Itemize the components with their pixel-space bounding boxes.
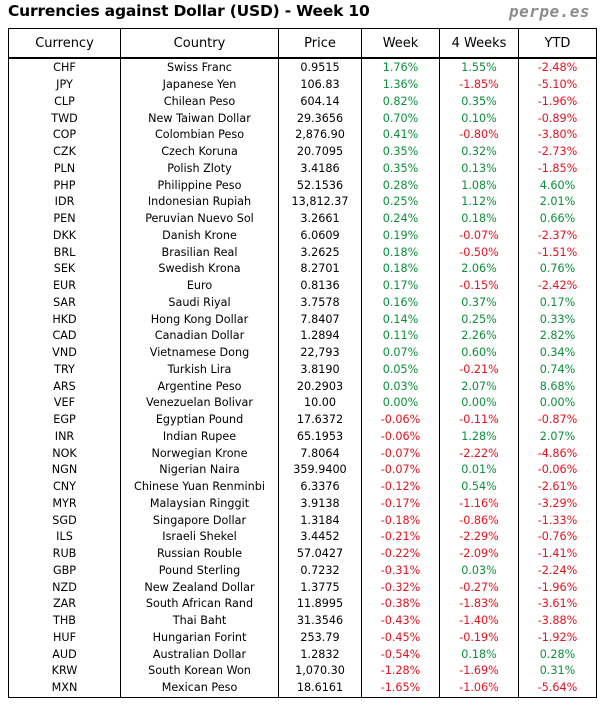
currency-code-cell: CHF <box>9 58 121 77</box>
ytd-change-cell: 0.31% <box>519 663 597 680</box>
week-change-cell: -0.32% <box>362 579 440 596</box>
ytd-change-cell: 0.33% <box>519 311 597 328</box>
currency-code-cell: INR <box>9 429 121 446</box>
table-row <box>9 58 597 77</box>
country-name-cell: Venezuelan Bolivar <box>121 395 279 412</box>
table-row <box>9 596 597 613</box>
table-row <box>9 646 597 663</box>
country-name-cell: Singapore Dollar <box>121 512 279 529</box>
week-change-cell: 0.25% <box>362 194 440 211</box>
country-name-cell: Russian Rouble <box>121 546 279 563</box>
ytd-change-cell: 0.17% <box>519 295 597 312</box>
ytd-change-cell: 0.00% <box>519 395 597 412</box>
price-cell: 1.3184 <box>279 512 362 529</box>
table-row <box>9 529 597 546</box>
country-name-cell: Indian Rupee <box>121 429 279 446</box>
country-name-cell: Danish Krone <box>121 228 279 245</box>
country-name-cell: Saudi Riyal <box>121 295 279 312</box>
price-cell: 6.0609 <box>279 228 362 245</box>
price-cell: 3.9138 <box>279 496 362 513</box>
currency-code-cell: SEK <box>9 261 121 278</box>
price-cell: 253.79 <box>279 630 362 647</box>
price-cell: 57.0427 <box>279 546 362 563</box>
table-row <box>9 94 597 111</box>
country-name-cell: Swiss Franc <box>121 58 279 77</box>
price-cell: 10.00 <box>279 395 362 412</box>
price-cell: 17.6372 <box>279 412 362 429</box>
week-change-cell: -0.18% <box>362 512 440 529</box>
column-header-week: Week <box>362 29 440 59</box>
four-weeks-change-cell: 0.01% <box>440 462 519 479</box>
four-weeks-change-cell: 0.18% <box>440 211 519 228</box>
ytd-change-cell: -2.37% <box>519 228 597 245</box>
currency-code-cell: EUR <box>9 278 121 295</box>
four-weeks-change-cell: -0.07% <box>440 228 519 245</box>
four-weeks-change-cell: -0.21% <box>440 362 519 379</box>
ytd-change-cell: -0.89% <box>519 110 597 127</box>
currency-code-cell: GBP <box>9 563 121 580</box>
currency-code-cell: TWD <box>9 110 121 127</box>
table-row <box>9 412 597 429</box>
week-change-cell: 0.19% <box>362 228 440 245</box>
currency-code-cell: HUF <box>9 630 121 647</box>
country-name-cell: Egyptian Pound <box>121 412 279 429</box>
price-cell: 0.8136 <box>279 278 362 295</box>
week-change-cell: -0.45% <box>362 630 440 647</box>
ytd-change-cell: -1.85% <box>519 161 597 178</box>
price-cell: 3.7578 <box>279 295 362 312</box>
four-weeks-change-cell: 0.25% <box>440 311 519 328</box>
four-weeks-change-cell: 1.28% <box>440 429 519 446</box>
column-header-ytd: YTD <box>519 29 597 59</box>
ytd-change-cell: -3.61% <box>519 596 597 613</box>
ytd-change-cell: -3.80% <box>519 127 597 144</box>
week-change-cell: 0.35% <box>362 161 440 178</box>
country-name-cell: Pound Sterling <box>121 563 279 580</box>
price-cell: 22,793 <box>279 345 362 362</box>
week-change-cell: 0.24% <box>362 211 440 228</box>
four-weeks-change-cell: -1.06% <box>440 680 519 697</box>
table-row <box>9 177 597 194</box>
table-row <box>9 345 597 362</box>
table-row <box>9 77 597 94</box>
currency-code-cell: PEN <box>9 211 121 228</box>
column-header-4-weeks: 4 Weeks <box>440 29 519 59</box>
table-row <box>9 479 597 496</box>
ytd-change-cell: -2.42% <box>519 278 597 295</box>
table-header <box>9 29 597 59</box>
country-name-cell: Hong Kong Dollar <box>121 311 279 328</box>
ytd-change-cell: 4.60% <box>519 177 597 194</box>
week-change-cell: 0.07% <box>362 345 440 362</box>
currency-code-cell: NGN <box>9 462 121 479</box>
country-name-cell: Argentine Peso <box>121 378 279 395</box>
currency-code-cell: ARS <box>9 378 121 395</box>
price-cell: 1.2832 <box>279 646 362 663</box>
country-name-cell: Indonesian Rupiah <box>121 194 279 211</box>
currency-code-cell: THB <box>9 613 121 630</box>
four-weeks-change-cell: 0.37% <box>440 295 519 312</box>
week-change-cell: 0.14% <box>362 311 440 328</box>
currency-code-cell: VEF <box>9 395 121 412</box>
country-name-cell: Swedish Krona <box>121 261 279 278</box>
currency-code-cell: ZAR <box>9 596 121 613</box>
currency-code-cell: AUD <box>9 646 121 663</box>
table-row <box>9 663 597 680</box>
table-row <box>9 244 597 261</box>
four-weeks-change-cell: 0.60% <box>440 345 519 362</box>
currency-code-cell: SGD <box>9 512 121 529</box>
currency-code-cell: NZD <box>9 579 121 596</box>
four-weeks-change-cell: -0.27% <box>440 579 519 596</box>
table-row <box>9 395 597 412</box>
site-watermark: perpe.es <box>508 2 590 21</box>
country-name-cell: New Taiwan Dollar <box>121 110 279 127</box>
table-row <box>9 680 597 697</box>
four-weeks-change-cell: 0.35% <box>440 94 519 111</box>
ytd-change-cell: -4.86% <box>519 445 597 462</box>
price-cell: 11.8995 <box>279 596 362 613</box>
four-weeks-change-cell: -2.29% <box>440 529 519 546</box>
ytd-change-cell: -1.96% <box>519 579 597 596</box>
ytd-change-cell: -2.48% <box>519 58 597 77</box>
ytd-change-cell: 0.34% <box>519 345 597 362</box>
country-name-cell: Brasilian Real <box>121 244 279 261</box>
week-change-cell: 0.70% <box>362 110 440 127</box>
ytd-change-cell: 8.68% <box>519 378 597 395</box>
country-name-cell: Philippine Peso <box>121 177 279 194</box>
four-weeks-change-cell: -0.11% <box>440 412 519 429</box>
currency-code-cell: CNY <box>9 479 121 496</box>
country-name-cell: Peruvian Nuevo Sol <box>121 211 279 228</box>
country-name-cell: Canadian Dollar <box>121 328 279 345</box>
price-cell: 1.2894 <box>279 328 362 345</box>
country-name-cell: Turkish Lira <box>121 362 279 379</box>
table-row <box>9 228 597 245</box>
table-row <box>9 613 597 630</box>
table-row <box>9 328 597 345</box>
ytd-change-cell: -3.88% <box>519 613 597 630</box>
price-cell: 0.9515 <box>279 58 362 77</box>
price-cell: 3.4186 <box>279 161 362 178</box>
column-header-country: Country <box>121 29 279 59</box>
week-change-cell: 0.28% <box>362 177 440 194</box>
ytd-change-cell: -1.33% <box>519 512 597 529</box>
table-row <box>9 630 597 647</box>
price-cell: 65.1953 <box>279 429 362 446</box>
four-weeks-change-cell: -0.80% <box>440 127 519 144</box>
week-change-cell: 0.41% <box>362 127 440 144</box>
week-change-cell: 0.82% <box>362 94 440 111</box>
currency-code-cell: PLN <box>9 161 121 178</box>
week-change-cell: 1.76% <box>362 58 440 77</box>
price-cell: 3.4452 <box>279 529 362 546</box>
ytd-change-cell: 2.07% <box>519 429 597 446</box>
country-name-cell: Vietnamese Dong <box>121 345 279 362</box>
country-name-cell: South African Rand <box>121 596 279 613</box>
four-weeks-change-cell: -1.16% <box>440 496 519 513</box>
currency-code-cell: VND <box>9 345 121 362</box>
header-row <box>9 29 597 59</box>
ytd-change-cell: -0.76% <box>519 529 597 546</box>
week-change-cell: 1.36% <box>362 77 440 94</box>
four-weeks-change-cell: 1.08% <box>440 177 519 194</box>
country-name-cell: Nigerian Naira <box>121 462 279 479</box>
week-change-cell: 0.18% <box>362 261 440 278</box>
currency-code-cell: NOK <box>9 445 121 462</box>
country-name-cell: New Zealand Dollar <box>121 579 279 596</box>
currency-code-cell: MXN <box>9 680 121 697</box>
ytd-change-cell: 0.74% <box>519 362 597 379</box>
four-weeks-change-cell: -2.22% <box>440 445 519 462</box>
ytd-change-cell: -1.96% <box>519 94 597 111</box>
price-cell: 2,876.90 <box>279 127 362 144</box>
week-change-cell: -0.22% <box>362 546 440 563</box>
table-row <box>9 445 597 462</box>
price-cell: 20.7095 <box>279 144 362 161</box>
price-cell: 3.2661 <box>279 211 362 228</box>
currency-code-cell: EGP <box>9 412 121 429</box>
table-row <box>9 127 597 144</box>
ytd-change-cell: 2.01% <box>519 194 597 211</box>
ytd-change-cell: -0.87% <box>519 412 597 429</box>
column-header-price: Price <box>279 29 362 59</box>
price-cell: 52.1536 <box>279 177 362 194</box>
price-cell: 1,070.30 <box>279 663 362 680</box>
currency-code-cell: CAD <box>9 328 121 345</box>
ytd-change-cell: -2.24% <box>519 563 597 580</box>
ytd-change-cell: -2.61% <box>519 479 597 496</box>
currency-code-cell: BRL <box>9 244 121 261</box>
country-name-cell: Japanese Yen <box>121 77 279 94</box>
currency-code-cell: JPY <box>9 77 121 94</box>
country-name-cell: South Korean Won <box>121 663 279 680</box>
currency-code-cell: CZK <box>9 144 121 161</box>
ytd-change-cell: -1.51% <box>519 244 597 261</box>
table-row <box>9 563 597 580</box>
currency-code-cell: DKK <box>9 228 121 245</box>
price-cell: 604.14 <box>279 94 362 111</box>
four-weeks-change-cell: -1.40% <box>440 613 519 630</box>
four-weeks-change-cell: 0.32% <box>440 144 519 161</box>
four-weeks-change-cell: 1.12% <box>440 194 519 211</box>
table-row <box>9 110 597 127</box>
four-weeks-change-cell: -0.86% <box>440 512 519 529</box>
price-cell: 13,812.37 <box>279 194 362 211</box>
page-title: Currencies against Dollar (USD) - Week 10 <box>8 2 370 20</box>
ytd-change-cell: -3.29% <box>519 496 597 513</box>
country-name-cell: Mexican Peso <box>121 680 279 697</box>
price-cell: 106.83 <box>279 77 362 94</box>
four-weeks-change-cell: 0.54% <box>440 479 519 496</box>
table-body <box>9 58 597 697</box>
price-cell: 359.9400 <box>279 462 362 479</box>
four-weeks-change-cell: -0.19% <box>440 630 519 647</box>
currency-table <box>8 28 597 698</box>
table-row <box>9 429 597 446</box>
table-row <box>9 194 597 211</box>
table-row <box>9 579 597 596</box>
week-change-cell: 0.35% <box>362 144 440 161</box>
week-change-cell: -1.28% <box>362 663 440 680</box>
week-change-cell: -0.06% <box>362 412 440 429</box>
week-change-cell: 0.17% <box>362 278 440 295</box>
table-row <box>9 261 597 278</box>
currency-code-cell: ILS <box>9 529 121 546</box>
ytd-change-cell: -1.92% <box>519 630 597 647</box>
four-weeks-change-cell: -2.09% <box>440 546 519 563</box>
table-row <box>9 295 597 312</box>
four-weeks-change-cell: 2.06% <box>440 261 519 278</box>
price-cell: 0.7232 <box>279 563 362 580</box>
price-cell: 29.3656 <box>279 110 362 127</box>
week-change-cell: -0.07% <box>362 462 440 479</box>
week-change-cell: 0.03% <box>362 378 440 395</box>
table-row <box>9 144 597 161</box>
week-change-cell: 0.00% <box>362 395 440 412</box>
table-row <box>9 546 597 563</box>
four-weeks-change-cell: -1.83% <box>440 596 519 613</box>
four-weeks-change-cell: 1.55% <box>440 58 519 77</box>
week-change-cell: 0.16% <box>362 295 440 312</box>
week-change-cell: -0.06% <box>362 429 440 446</box>
table-row <box>9 378 597 395</box>
country-name-cell: Polish Zloty <box>121 161 279 178</box>
price-cell: 31.3546 <box>279 613 362 630</box>
week-change-cell: -0.54% <box>362 646 440 663</box>
country-name-cell: Euro <box>121 278 279 295</box>
price-cell: 18.6161 <box>279 680 362 697</box>
currency-code-cell: HKD <box>9 311 121 328</box>
price-cell: 1.3775 <box>279 579 362 596</box>
table-row <box>9 311 597 328</box>
price-cell: 3.8190 <box>279 362 362 379</box>
table-row <box>9 278 597 295</box>
currency-code-cell: KRW <box>9 663 121 680</box>
four-weeks-change-cell: 0.00% <box>440 395 519 412</box>
week-change-cell: -0.21% <box>362 529 440 546</box>
week-change-cell: 0.11% <box>362 328 440 345</box>
country-name-cell: Czech Koruna <box>121 144 279 161</box>
week-change-cell: -1.65% <box>362 680 440 697</box>
country-name-cell: Malaysian Ringgit <box>121 496 279 513</box>
table-row <box>9 161 597 178</box>
currency-code-cell: COP <box>9 127 121 144</box>
currency-code-cell: RUB <box>9 546 121 563</box>
ytd-change-cell: -5.10% <box>519 77 597 94</box>
ytd-change-cell: -2.73% <box>519 144 597 161</box>
country-name-cell: Thai Baht <box>121 613 279 630</box>
ytd-change-cell: -1.41% <box>519 546 597 563</box>
table-row <box>9 496 597 513</box>
price-cell: 20.2903 <box>279 378 362 395</box>
price-cell: 3.2625 <box>279 244 362 261</box>
column-header-currency: Currency <box>9 29 121 59</box>
ytd-change-cell: -0.06% <box>519 462 597 479</box>
four-weeks-change-cell: 0.13% <box>440 161 519 178</box>
price-cell: 7.8064 <box>279 445 362 462</box>
four-weeks-change-cell: -0.15% <box>440 278 519 295</box>
currency-code-cell: MYR <box>9 496 121 513</box>
country-name-cell: Australian Dollar <box>121 646 279 663</box>
table-row <box>9 462 597 479</box>
table-row <box>9 512 597 529</box>
week-change-cell: 0.18% <box>362 244 440 261</box>
ytd-change-cell: 0.66% <box>519 211 597 228</box>
price-cell: 6.3376 <box>279 479 362 496</box>
four-weeks-change-cell: 0.10% <box>440 110 519 127</box>
country-name-cell: Hungarian Forint <box>121 630 279 647</box>
four-weeks-change-cell: 0.18% <box>440 646 519 663</box>
four-weeks-change-cell: 2.26% <box>440 328 519 345</box>
country-name-cell: Colombian Peso <box>121 127 279 144</box>
week-change-cell: -0.43% <box>362 613 440 630</box>
currency-code-cell: PHP <box>9 177 121 194</box>
ytd-change-cell: 0.76% <box>519 261 597 278</box>
country-name-cell: Norwegian Krone <box>121 445 279 462</box>
country-name-cell: Chinese Yuan Renminbi <box>121 479 279 496</box>
ytd-change-cell: 0.28% <box>519 646 597 663</box>
four-weeks-change-cell: 0.03% <box>440 563 519 580</box>
price-cell: 8.2701 <box>279 261 362 278</box>
price-cell: 7.8407 <box>279 311 362 328</box>
ytd-change-cell: -5.64% <box>519 680 597 697</box>
currency-code-cell: TRY <box>9 362 121 379</box>
week-change-cell: -0.31% <box>362 563 440 580</box>
week-change-cell: -0.07% <box>362 445 440 462</box>
currency-code-cell: CLP <box>9 94 121 111</box>
week-change-cell: -0.17% <box>362 496 440 513</box>
country-name-cell: Chilean Peso <box>121 94 279 111</box>
currency-code-cell: SAR <box>9 295 121 312</box>
table-row <box>9 362 597 379</box>
four-weeks-change-cell: -0.50% <box>440 244 519 261</box>
country-name-cell: Israeli Shekel <box>121 529 279 546</box>
currency-code-cell: IDR <box>9 194 121 211</box>
four-weeks-change-cell: -1.69% <box>440 663 519 680</box>
week-change-cell: -0.38% <box>362 596 440 613</box>
week-change-cell: 0.05% <box>362 362 440 379</box>
four-weeks-change-cell: -1.85% <box>440 77 519 94</box>
ytd-change-cell: 2.82% <box>519 328 597 345</box>
week-change-cell: -0.12% <box>362 479 440 496</box>
table-row <box>9 211 597 228</box>
four-weeks-change-cell: 2.07% <box>440 378 519 395</box>
